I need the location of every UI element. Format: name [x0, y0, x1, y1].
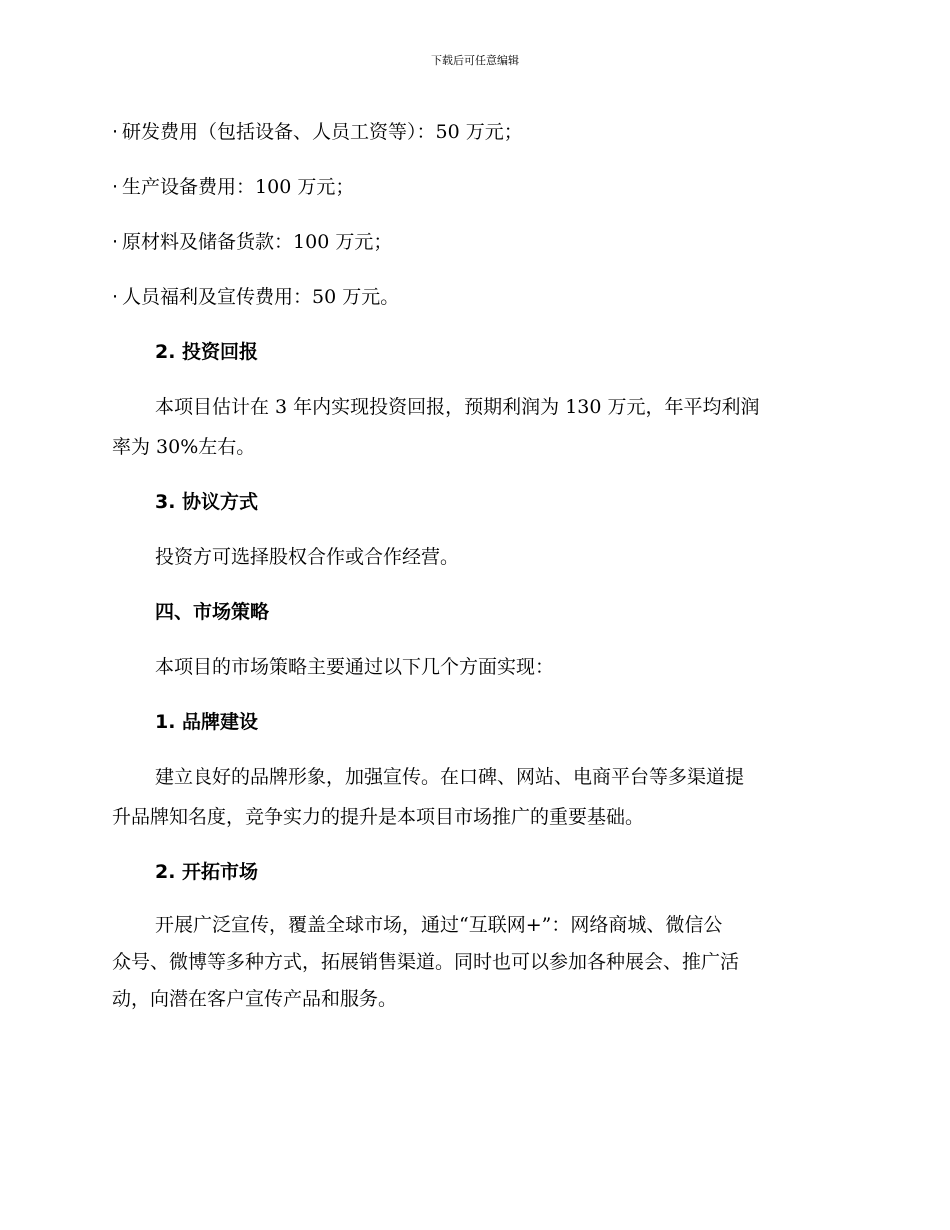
paragraph-line: 众号、微博等多种方式，拓展销售渠道。同时也可以参加各种展会、推广活: [112, 951, 740, 973]
paragraph-line: 投资方可选择股权合作或合作经营。: [155, 546, 460, 568]
bullet-dot-icon: ·: [112, 121, 119, 143]
bullet-dot-icon: ·: [112, 286, 119, 308]
bullet-text: 原材料及储备货款：100 万元；: [122, 231, 393, 253]
paragraph-line: 率为 30%左右。: [112, 436, 256, 458]
bullet-item-materials: [112, 222, 836, 262]
bullet-text: 研发费用（包括设备、人员工资等）：50 万元；: [122, 121, 523, 143]
bullet-item-equipment: [112, 167, 836, 207]
paragraph-investment-return: [112, 387, 836, 467]
section-heading-agreement: 3. 协议方式: [155, 491, 259, 513]
paragraph-line: 建立良好的品牌形象，加强宣传。在口碑、网站、电商平台等多渠道提: [155, 766, 745, 788]
section-heading-expand: 2. 开拓市场: [155, 861, 259, 883]
bullet-text: 人员福利及宣传费用：50 万元。: [122, 286, 400, 308]
section-heading-market-strategy: 四、市场策略: [155, 601, 270, 623]
paragraph-line: 本项目估计在 3 年内实现投资回报，预期利润为 130 万元，年平均利润: [155, 396, 760, 418]
paragraph-line: 本项目的市场策略主要通过以下几个方面实现：: [155, 656, 555, 678]
bullet-text: 生产设备费用：100 万元；: [122, 176, 355, 198]
paragraph-market-strategy: [112, 647, 836, 687]
paragraph-line: 升品牌知名度，竞争实力的提升是本项目市场推广的重要基础。: [112, 806, 645, 828]
bullet-item-rnd: [112, 112, 836, 152]
paragraph-agreement: [112, 537, 836, 577]
document-body: [112, 112, 836, 1033]
paragraph-brand: [112, 757, 836, 837]
paragraph-line: 开展广泛宣传，覆盖全球市场，通过“互联网+”：网络商城、微信公: [155, 914, 723, 936]
page-header: 下载后可任意编辑: [431, 54, 519, 67]
section-heading-investment-return: 2. 投资回报: [155, 341, 259, 363]
bullet-dot-icon: ·: [112, 176, 119, 198]
section-heading-brand: 1. 品牌建设: [155, 711, 259, 733]
bullet-item-welfare: [112, 277, 836, 317]
paragraph-expand: [112, 907, 836, 1018]
paragraph-line: 动，向潜在客户宣传产品和服务。: [112, 988, 398, 1010]
bullet-dot-icon: ·: [112, 231, 119, 253]
